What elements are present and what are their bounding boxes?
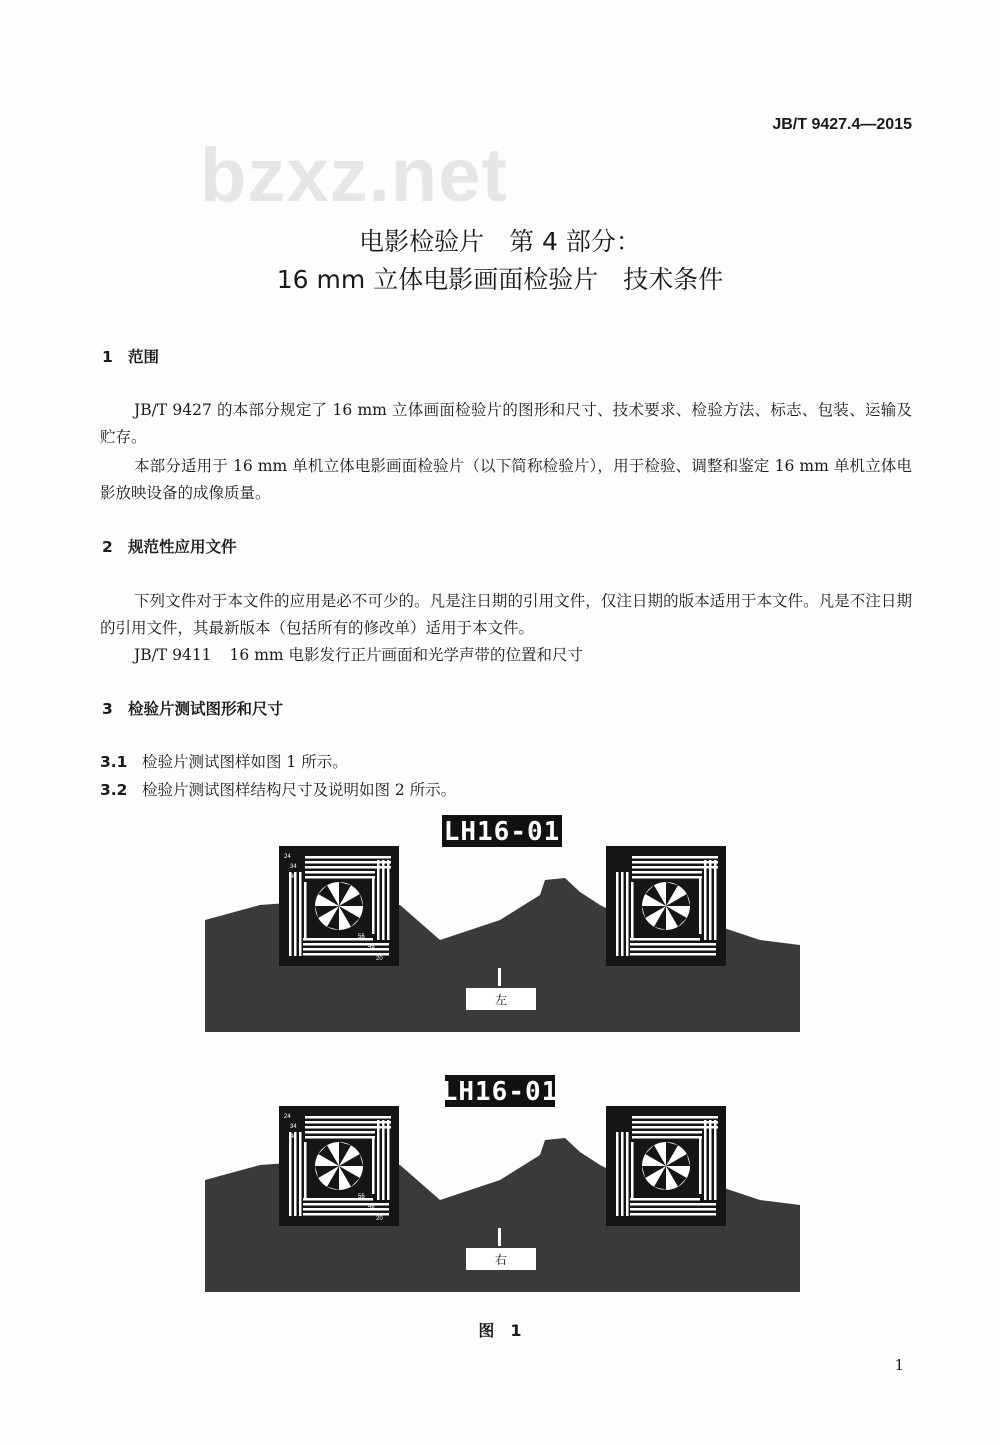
section-number: 1 — [102, 348, 113, 366]
figure-1 — [0, 800, 1000, 1310]
reference-code: JB/T 9411 — [134, 646, 212, 664]
section-1-heading — [102, 345, 159, 367]
section-title: 范围 — [128, 348, 160, 366]
svg-text:20: 20 — [376, 956, 383, 962]
section-number: 3 — [102, 700, 113, 718]
code-label: LH16-01 — [443, 817, 561, 847]
title-line-1: 电影检验片 第 4 部分： — [359, 227, 641, 256]
figure-caption: 图 1 — [478, 1321, 522, 1340]
left-label: 左 — [494, 993, 508, 1007]
title-line-2: 16 mm 立体电影画面检验片 技术条件 — [276, 265, 724, 294]
svg-text:34: 34 — [290, 864, 297, 870]
svg-text:40: 40 — [290, 1134, 297, 1140]
section-2-paragraph-1: 下列文件对于本文件的应用是必不可少的。凡是注日期的引用文件，仅注日期的版本适用于本文件。凡是不注日期的引用文件，其最新版本（包括所有的修改单）适用于本文件。 — [100, 592, 912, 637]
page-number: 1 — [894, 1356, 904, 1374]
section-title: 检验片测试图形和尺寸 — [128, 700, 284, 718]
clause-number: 3.1 — [100, 753, 128, 771]
section-title: 规范性应用文件 — [128, 538, 237, 556]
clause-number: 3.2 — [100, 781, 128, 799]
svg-text:56: 56 — [358, 934, 365, 940]
svg-text:48: 48 — [368, 944, 375, 950]
svg-text:40: 40 — [290, 874, 297, 880]
clause-3-1 — [100, 750, 348, 772]
right-eye-frame — [205, 1075, 800, 1292]
svg-text:34: 34 — [290, 1124, 297, 1130]
clause-text: 检验片测试图样如图 1 所示。 — [142, 753, 348, 771]
section-3-heading — [102, 697, 283, 719]
clause-text: 检验片测试图样结构尺寸及说明如图 2 所示。 — [142, 781, 457, 799]
section-1-paragraph-1: JB/T 9427 的本部分规定了 16 mm 立体画面检验片的图形和尺寸、技术要求、检验方法、标志、包装、运输及贮存。 — [100, 401, 912, 446]
svg-text:56: 56 — [358, 1194, 365, 1200]
svg-text:48: 48 — [368, 1204, 375, 1210]
clause-3-2 — [100, 778, 456, 800]
svg-text:24: 24 — [284, 1114, 291, 1120]
watermark: bzxz.net — [200, 133, 508, 218]
reference-title: 16 mm 电影发行正片画面和光学声带的位置和尺寸 — [229, 646, 584, 664]
normative-reference — [100, 642, 912, 669]
section-2-heading — [102, 535, 237, 557]
left-eye-frame — [205, 815, 800, 1032]
section-number: 2 — [102, 538, 113, 556]
section-1-paragraph-2: 本部分适用于 16 mm 单机立体电影画面检验片（以下简称检验片），用于检验、调整和鉴定 16 mm 单机立体电影放映设备的成像质量。 — [100, 457, 912, 502]
standard-number: JB/T 9427.4—2015 — [772, 116, 912, 133]
svg-text:20: 20 — [376, 1216, 383, 1222]
code-label: LH16-01 — [441, 1077, 559, 1107]
right-label: 右 — [494, 1253, 508, 1267]
svg-text:24: 24 — [284, 854, 291, 860]
